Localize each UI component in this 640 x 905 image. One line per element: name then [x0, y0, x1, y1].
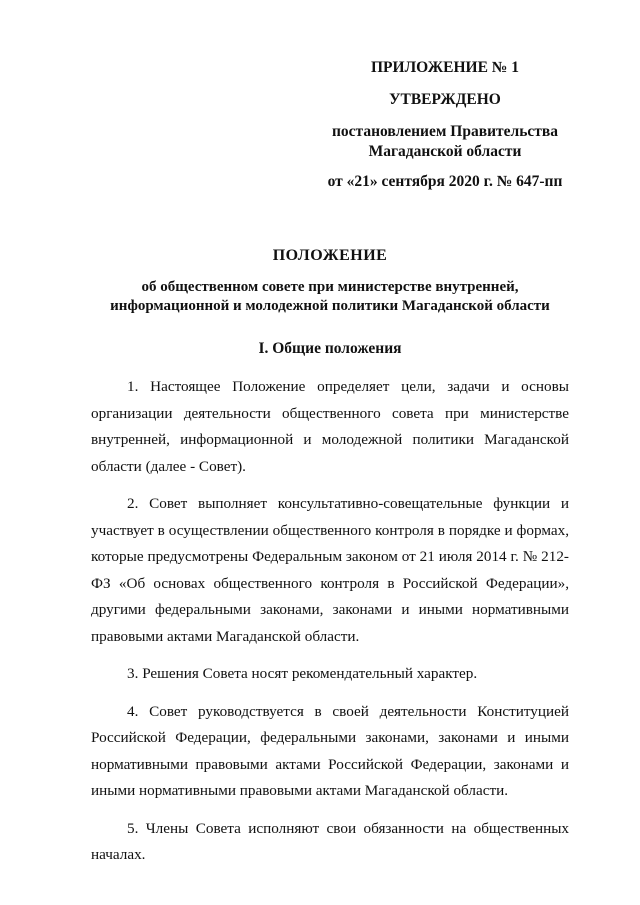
document-body: [91, 374, 569, 880]
paragraph-4: 4. Совет руководствуется в своей деятельности Конституцией Российской Федерации, федеральными законами, законами и иными нормативными правовыми актами Российской Федерации, законами и иными нормативными правовыми актами Магаданской области.: [91, 702, 569, 799]
paragraph-2: 2. Совет выполняет консультативно-совещательные функции и участвует в осуществлении общественного контроля в порядке и формах, которые предусмотрены Федеральным законом от 21 июля 2014 г. № 212-ФЗ «Об основах общественного контроля в Российской Федерации», другими федеральными законами, законами и иными нормативными правовыми актами Магаданской области.: [91, 495, 569, 645]
document-title-block: [60, 246, 600, 316]
decree-line-2: Магаданской области: [368, 143, 522, 160]
approval-header: [300, 58, 590, 192]
paragraph-1: 1. Настоящее Положение определяет цели, задачи и основы организации деятельности общественного совета при министерстве внутренней, информационной и молодежной политики Магаданской области (далее - Совет).: [91, 378, 569, 475]
paragraph-5: 5. Члены Совета исполняют свои обязанности на общественных началах.: [91, 819, 569, 863]
document-subtitle-line-1: об общественном совете при министерстве внутренней,: [141, 279, 519, 295]
paragraph-3: 3. Решения Совета носят рекомендательный характер.: [127, 665, 478, 682]
decree-line-1: постановлением Правительства: [331, 123, 559, 140]
section-heading: I. Общие положения: [258, 340, 402, 357]
document-subtitle-line-2: информационной и молодежной политики Магаданской области: [110, 298, 550, 314]
document-title: ПОЛОЖЕНИЕ: [272, 247, 388, 264]
decree-date: от «21» сентября 2020 г. № 647-пп: [327, 173, 563, 190]
appendix-label: ПРИЛОЖЕНИЕ № 1: [371, 59, 519, 76]
approved-label: УТВЕРЖДЕНО: [389, 91, 501, 108]
